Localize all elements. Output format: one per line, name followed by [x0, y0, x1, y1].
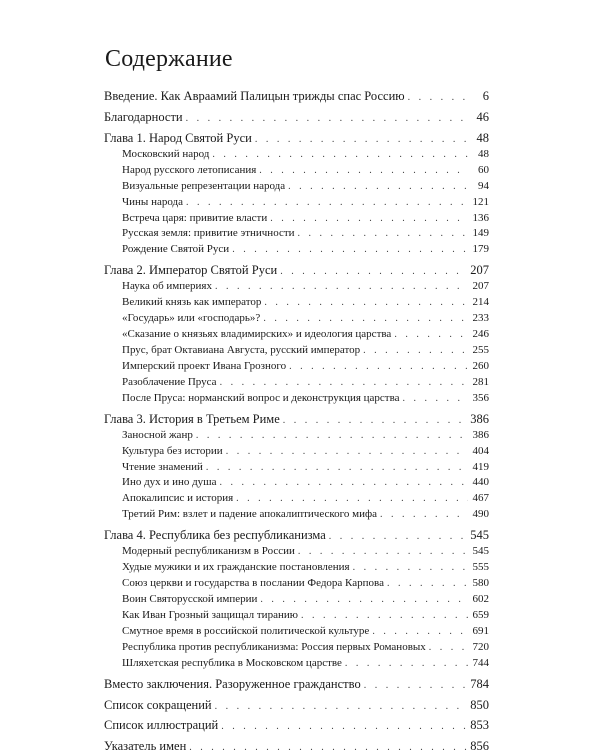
toc-section-entry[interactable] [122, 506, 489, 522]
toc-chapter-entry[interactable] [104, 88, 489, 104]
toc-entry-title: Заносной жанр [122, 428, 193, 441]
dot-leader [408, 90, 468, 106]
toc-entry-title: Народ русского летописания [122, 163, 257, 176]
toc-page-number: 214 [472, 296, 489, 309]
toc-entry-title: Глава 1. Народ Святой Руси [104, 130, 252, 145]
toc-page-number: 784 [470, 676, 489, 691]
toc-page-number: 659 [472, 608, 489, 621]
dot-leader [298, 226, 468, 242]
toc-entry-title: Указатель имен [104, 739, 187, 754]
toc-section-entry[interactable] [122, 390, 489, 406]
page-title: Содержание [105, 46, 233, 72]
dot-leader [364, 678, 468, 694]
toc-page-number: 467 [472, 492, 489, 505]
dot-leader [345, 656, 468, 672]
toc-entry-title: Чтение знамений [122, 460, 203, 473]
toc-entry-title: Московский народ [122, 147, 210, 160]
toc-page-number: 404 [472, 444, 489, 457]
dot-leader [264, 295, 468, 311]
toc-page-number: 490 [472, 508, 489, 521]
toc-section-entry[interactable] [122, 225, 489, 241]
toc-section-entry[interactable] [122, 639, 489, 655]
toc-chapter-entry[interactable] [104, 109, 489, 125]
toc-page-number: 850 [470, 697, 489, 712]
toc-page-number: 386 [470, 411, 489, 426]
dot-leader [196, 428, 468, 444]
toc-chapter-entry[interactable] [104, 411, 489, 427]
toc-entry-title: Глава 4. Республика без республиканизма [104, 528, 326, 543]
toc-page-number: 149 [472, 227, 489, 240]
toc-chapter-entry[interactable] [104, 527, 489, 543]
toc-page-number: 233 [472, 312, 489, 325]
toc-entry-title: Рождение Святой Руси [122, 243, 230, 256]
toc-page-number: 6 [482, 89, 489, 103]
toc-page-number: 207 [470, 263, 489, 278]
dot-leader [259, 163, 468, 179]
toc-entry-title: Смутное время в российской политической культуре [122, 624, 370, 637]
toc-section-entry[interactable] [122, 655, 489, 671]
toc-entry-title: После Пруса: норманский вопрос и деконструкция царства [122, 391, 400, 404]
toc-chapter-entry[interactable] [104, 717, 489, 733]
dot-leader [288, 179, 468, 195]
toc-section-entry[interactable] [122, 575, 489, 591]
toc-page-number: 386 [472, 428, 489, 441]
toc-section-entry[interactable] [122, 543, 489, 559]
toc-entry-title: Наука об империях [122, 280, 212, 293]
toc-page-number: 260 [472, 359, 489, 372]
toc-page-number: 136 [472, 211, 489, 224]
toc-entry-title: Культура без истории [122, 444, 223, 457]
toc-page-number: 580 [472, 577, 489, 589]
dot-leader [301, 608, 468, 624]
toc-section-entry[interactable] [122, 474, 489, 490]
dot-leader [212, 147, 468, 163]
toc-entry-title: Благодарности [104, 109, 183, 124]
toc-section-entry[interactable] [122, 210, 489, 226]
toc-entry-title: Список иллюстраций [104, 718, 219, 733]
toc-section-entry[interactable] [122, 326, 489, 342]
toc-entry-title: Визуальные репрезентации народа [122, 179, 286, 192]
toc-section-entry[interactable] [122, 310, 489, 326]
toc-entry-title: Встреча царя: привитие власти [122, 211, 268, 224]
toc-page-number: 281 [472, 375, 489, 388]
toc-page-number: 46 [476, 109, 489, 124]
toc-chapter-entry[interactable] [104, 130, 489, 146]
toc-entry-title: Вместо заключения. Разоруженное гражданство [104, 676, 361, 691]
toc-entry-title: Воин Святорусской империи [122, 592, 258, 605]
toc-section-entry[interactable] [122, 278, 489, 294]
toc-page-number: 207 [472, 280, 489, 293]
toc-entry-title: Модерный республиканизм в России [122, 545, 295, 558]
toc-entry-title: Чины народа [122, 195, 183, 208]
toc-section-entry[interactable] [122, 623, 489, 639]
dot-leader [220, 375, 468, 391]
dot-leader [394, 327, 468, 343]
toc-entry-title: Глава 2. Император Святой Руси [104, 263, 278, 278]
dot-leader [429, 640, 468, 656]
dot-leader [363, 343, 468, 359]
toc-page-number: 179 [472, 243, 489, 256]
dot-leader [353, 560, 468, 576]
dot-leader [215, 279, 468, 295]
toc-page-number: 440 [472, 476, 489, 489]
dot-leader [236, 491, 468, 507]
toc-entry-title: Республика против республиканизма: Россия первых Романовых [122, 640, 426, 653]
dot-leader [186, 195, 468, 211]
dot-leader [186, 111, 468, 127]
toc-entry-title: Третий Рим: взлет и падение апокалиптического мифа [122, 508, 377, 521]
dot-leader [380, 507, 468, 523]
toc-page-number: 356 [472, 391, 489, 404]
toc-page-number: 856 [470, 739, 489, 754]
toc-page-number: 602 [472, 592, 489, 605]
toc-page-number: 853 [470, 718, 489, 733]
dot-leader [226, 444, 468, 460]
toc-chapter-entry[interactable] [104, 697, 489, 713]
toc-section-entry[interactable] [122, 241, 489, 257]
toc-section-entry[interactable] [122, 607, 489, 623]
dot-leader [270, 211, 468, 227]
toc-entry-title: Ино дух и ино душа [122, 476, 217, 489]
toc-section-entry[interactable] [122, 490, 489, 506]
toc-section-entry[interactable] [122, 294, 489, 310]
toc-entry-title: Как Иван Грозный защищал тиранию [122, 608, 298, 621]
toc-section-entry[interactable] [122, 342, 489, 358]
toc-entry-title: Список сокращений [104, 697, 212, 712]
toc-entry-title: Русская земля: привитие этничности [122, 227, 295, 240]
toc-entry-title: Великий князь как император [122, 296, 262, 309]
toc-page-number: 48 [478, 147, 489, 160]
toc-entry-title: Худые мужики и их гражданские постановления [122, 561, 350, 573]
toc-section-entry[interactable] [122, 146, 489, 162]
toc-chapter-entry[interactable] [104, 262, 489, 278]
toc-entry-title: Глава 3. История в Третьем Риме [104, 411, 280, 426]
toc-page-number: 720 [472, 640, 489, 653]
toc-page-number: 744 [472, 656, 489, 669]
dot-leader [387, 576, 468, 592]
toc-chapter-entry[interactable] [104, 738, 489, 754]
dot-leader [298, 544, 468, 560]
dot-leader [289, 359, 468, 375]
toc-entry-title: Имперский проект Ивана Грозного [122, 359, 287, 372]
toc-page-number: 545 [472, 545, 489, 558]
toc-section-entry[interactable] [122, 162, 489, 178]
toc-section-entry[interactable] [122, 374, 489, 390]
toc-entry-title: «Государь» или «господарь»? [122, 312, 261, 325]
dot-leader [220, 475, 468, 491]
dot-leader [372, 624, 468, 640]
toc-page-number: 255 [472, 344, 489, 356]
toc-section-entry[interactable] [122, 358, 489, 374]
toc-entry-title: «Сказание о князьях владимирских» и идеология царства [122, 328, 392, 340]
toc-page-number: 60 [478, 163, 489, 176]
toc-entry-title: Шляхетская республика в Московском царстве [122, 656, 342, 669]
toc-section-entry[interactable] [122, 459, 489, 475]
toc-section-entry[interactable] [122, 443, 489, 459]
dot-leader [263, 311, 468, 327]
toc-entry-title: Разоблачение Пруса [122, 375, 217, 388]
toc-page-number: 545 [470, 528, 489, 543]
toc-page-number: 246 [472, 328, 489, 340]
dot-leader [189, 740, 467, 756]
toc-page-number: 419 [472, 460, 489, 473]
toc-page-number: 48 [476, 130, 489, 145]
toc-entry-title: Апокалипсис и история [122, 492, 234, 505]
toc-section-entry[interactable] [122, 427, 489, 443]
dot-leader [206, 460, 468, 476]
dot-leader [260, 592, 468, 608]
toc-section-entry[interactable] [122, 591, 489, 607]
toc-page-number: 691 [472, 624, 489, 637]
toc-entry-title: Союз церкви и государства в послании Федора Карпова [122, 577, 384, 589]
dot-leader [232, 242, 468, 258]
toc-section-entry[interactable] [122, 194, 489, 210]
toc-page-number: 94 [478, 179, 489, 192]
toc-page-number: 555 [472, 561, 489, 573]
toc-entry-title: Прус, брат Октавиана Августа, русский император [122, 344, 361, 356]
toc-chapter-entry[interactable] [104, 676, 489, 692]
toc-section-entry[interactable] [122, 178, 489, 194]
toc-entry-title: Введение. Как Авраамий Палицын трижды спас Россию [104, 89, 405, 103]
dot-leader [403, 391, 468, 407]
toc-section-entry[interactable] [122, 559, 489, 575]
toc-page-number: 121 [472, 195, 489, 208]
dot-leader [215, 699, 468, 715]
dot-leader [221, 719, 467, 735]
